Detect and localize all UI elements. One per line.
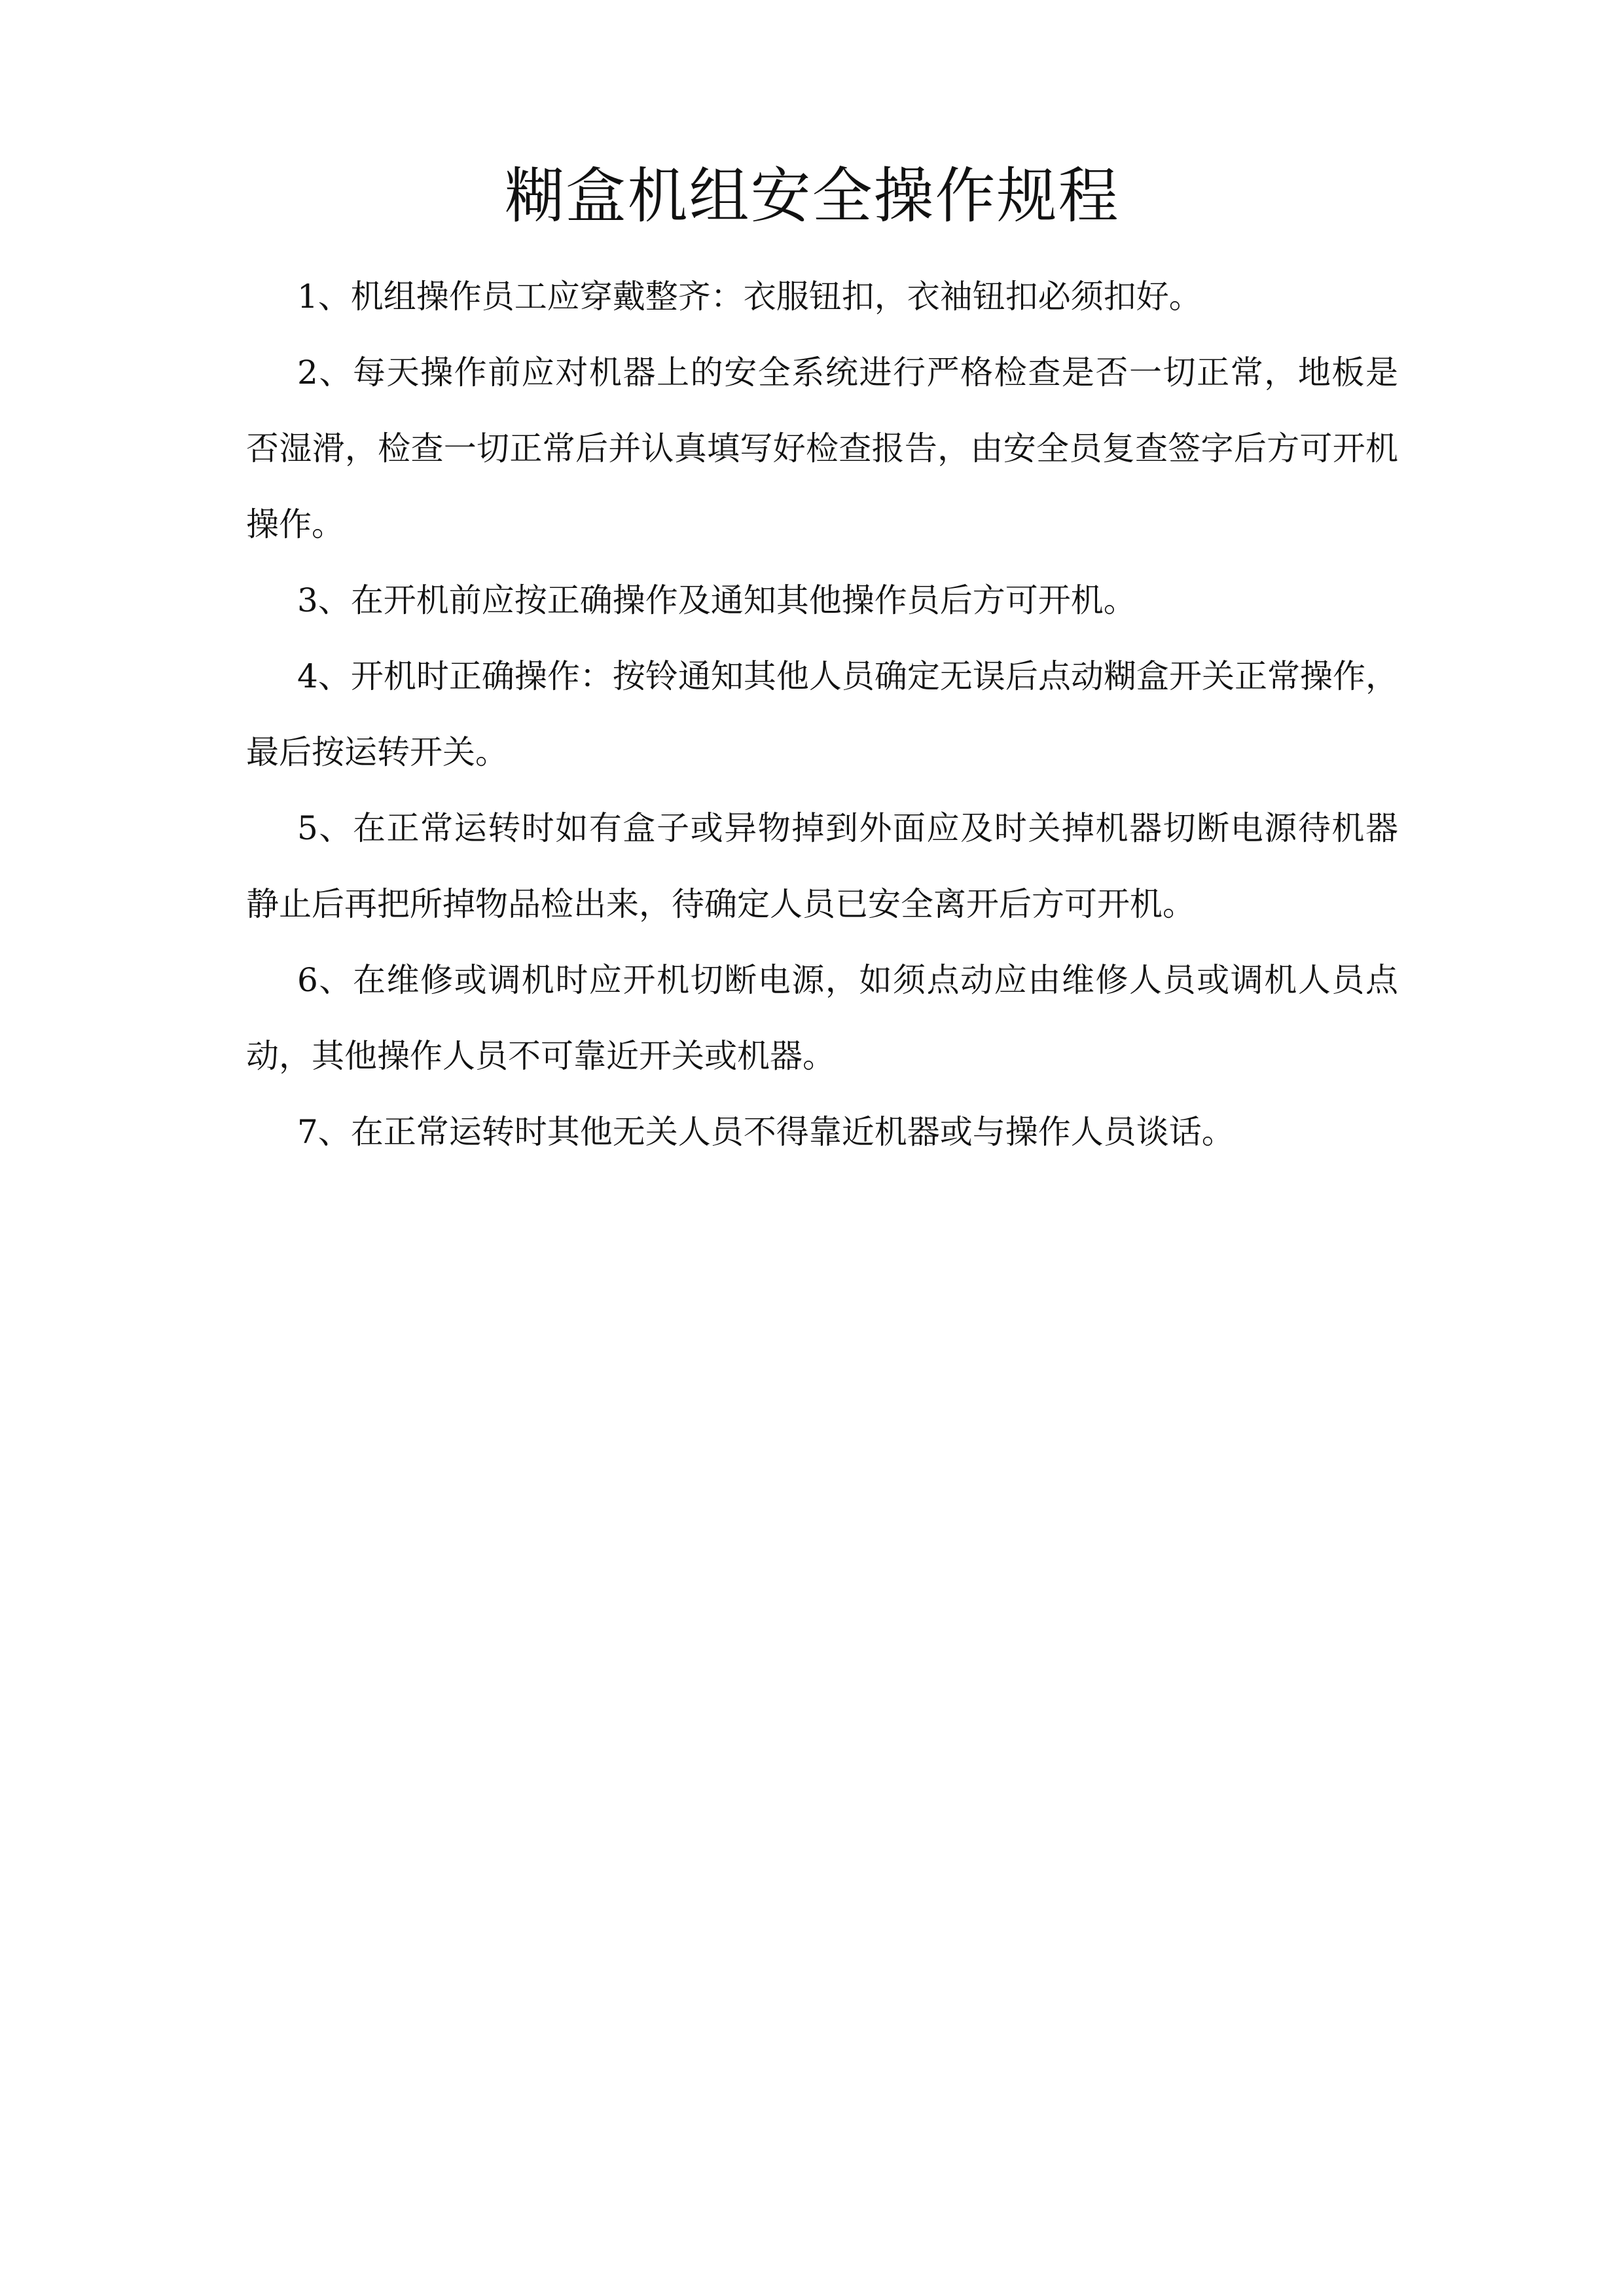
rule-paragraph-1: 1、机组操作员工应穿戴整齐：衣服钮扣，衣袖钮扣必须扣好。 xyxy=(297,278,1202,316)
rule-paragraph-7: 7、在正常运转时其他无关人员不得靠近机器或与操作人员谈话。 xyxy=(297,1113,1235,1151)
document-body xyxy=(246,259,1398,1170)
rule-paragraph-6: 6、在维修或调机时应开机切断电源，如须点动应由维修人员或调机人员点 动，其他操作人员不可靠近开关或机器。 xyxy=(246,961,1398,1075)
rule-paragraph-4: 4、开机时正确操作：按铃通知其他人员确定无误后点动糊盒开关正常操作， 最后按运转开关。 xyxy=(246,657,1398,771)
document-title: 糊盒机组安全操作规程 xyxy=(504,161,1120,231)
rule-paragraph-5: 5、在正常运转时如有盒子或异物掉到外面应及时关掉机器切断电源待机器 静止后再把所掉物品检出来，待确定人员已安全离开后方可开机。 xyxy=(246,809,1398,923)
rule-paragraph-3: 3、在开机前应按正确操作及通知其他操作员后方可开机。 xyxy=(297,581,1136,619)
rule-paragraph-2: 2、每天操作前应对机器上的安全系统进行严格检查是否一切正常，地板是 否湿滑，检查一切正常后并认真填写好检查报告，由安全员复查签字后方可开机 操作。 xyxy=(246,354,1398,543)
